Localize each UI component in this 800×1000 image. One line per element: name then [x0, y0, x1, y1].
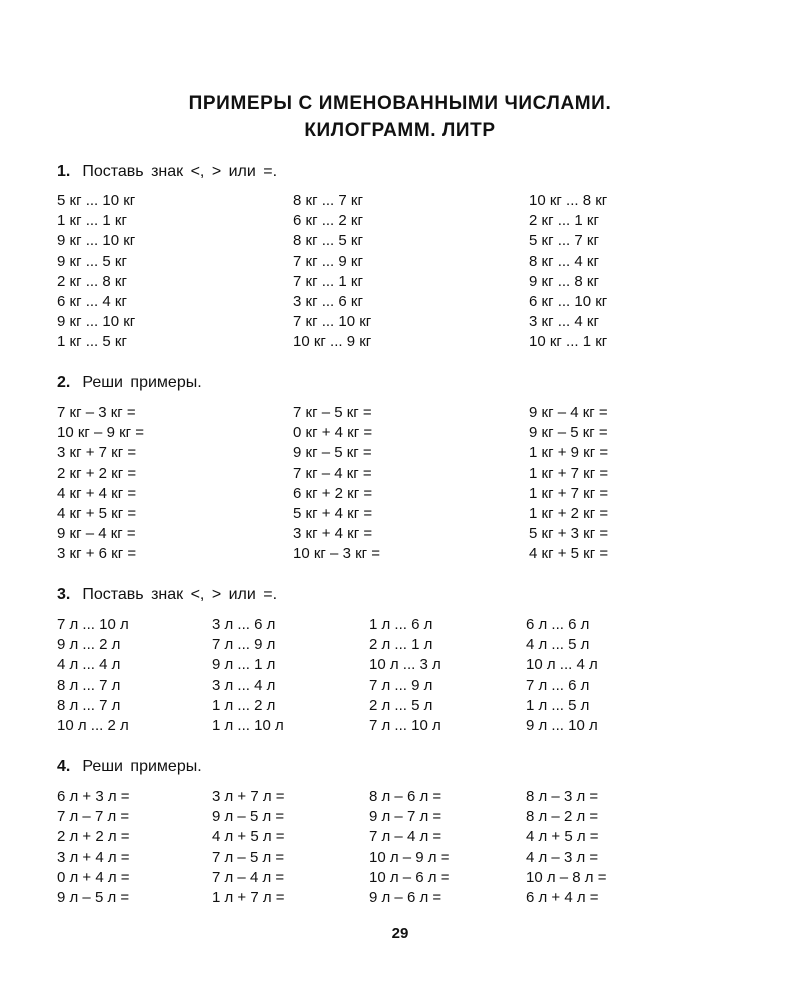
list-item: 6 кг ... 2 кг	[293, 212, 363, 230]
list-item: 9 л – 5 л =	[57, 888, 130, 906]
list-item: 3 кг + 6 кг =	[57, 545, 137, 563]
list-item: 4 кг + 4 кг =	[57, 484, 137, 502]
task-3-header	[57, 584, 277, 606]
list-item: 6 кг ... 4 кг	[57, 292, 127, 310]
list-item: 7 л ... 6 л	[526, 676, 590, 694]
task-4-column-2	[212, 787, 285, 908]
list-item: 7 кг – 4 кг =	[293, 464, 372, 482]
list-item: 0 кг + 4 кг =	[293, 424, 373, 442]
list-item: 9 кг – 5 кг =	[293, 444, 372, 462]
list-item: 7 л ... 10 л	[369, 716, 441, 734]
list-item: 9 кг – 4 кг =	[529, 404, 608, 421]
list-item: 10 кг – 3 кг =	[293, 545, 381, 563]
list-item: 2 л ... 5 л	[369, 696, 433, 714]
task-3-column-1	[57, 615, 129, 736]
task-instruction: Реши примеры.	[82, 758, 202, 775]
list-item: 1 кг ... 1 кг	[57, 212, 127, 230]
list-item: 7 л ... 9 л	[212, 636, 276, 654]
list-item: 6 кг + 2 кг =	[293, 484, 373, 502]
list-item: 8 л – 6 л =	[369, 788, 442, 805]
list-item: 3 л ... 6 л	[212, 616, 276, 633]
task-2-header	[57, 372, 202, 394]
task-4-column-4	[526, 787, 606, 908]
list-item: 2 кг ... 8 кг	[57, 272, 127, 290]
list-item: 9 л – 6 л =	[369, 888, 442, 906]
list-item: 9 л – 5 л =	[212, 808, 285, 826]
list-item: 10 кг ... 9 кг	[293, 333, 372, 351]
list-item: 3 л + 4 л =	[57, 848, 130, 866]
list-item: 1 л ... 2 л	[212, 696, 276, 714]
list-item: 1 кг + 9 кг =	[529, 444, 609, 462]
list-item: 9 кг ... 8 кг	[529, 272, 599, 290]
list-item: 3 кг ... 4 кг	[529, 313, 599, 331]
list-item: 2 кг + 2 кг =	[57, 464, 137, 482]
list-item: 10 кг ... 8 кг	[529, 192, 608, 209]
list-item: 4 кг + 5 кг =	[57, 504, 137, 522]
list-item: 6 л + 4 л =	[526, 888, 599, 906]
task-instruction: Реши примеры.	[82, 374, 202, 391]
task-1-column-1	[57, 191, 135, 353]
task-3-column-3	[369, 615, 441, 736]
list-item: 3 кг + 4 кг =	[293, 525, 373, 543]
page-title	[0, 90, 800, 144]
list-item: 1 кг + 7 кг =	[529, 464, 609, 482]
list-item: 8 л – 2 л =	[526, 808, 599, 826]
task-3-column-2	[212, 615, 284, 736]
list-item: 7 кг ... 9 кг	[293, 252, 363, 270]
list-item: 5 кг ... 10 кг	[57, 192, 136, 209]
list-item: 9 л – 7 л =	[369, 808, 442, 826]
list-item: 5 кг + 3 кг =	[529, 525, 609, 543]
list-item: 8 л ... 7 л	[57, 676, 121, 694]
list-item: 9 кг ... 10 кг	[57, 232, 136, 250]
list-item: 1 кг ... 5 кг	[57, 333, 127, 351]
list-item: 7 л – 4 л =	[212, 868, 285, 886]
list-item: 7 кг – 3 кг =	[57, 404, 136, 421]
list-item: 1 л + 7 л =	[212, 888, 285, 906]
list-item: 9 кг ... 10 кг	[57, 313, 136, 331]
list-item: 10 л – 9 л =	[369, 848, 450, 866]
list-item: 7 л – 7 л =	[57, 808, 130, 826]
list-item: 2 л + 2 л =	[57, 828, 130, 846]
list-item: 8 л ... 7 л	[57, 696, 121, 714]
list-item: 1 л ... 10 л	[212, 716, 284, 734]
list-item: 7 кг ... 1 кг	[293, 272, 363, 290]
list-item: 9 л ... 10 л	[526, 716, 598, 734]
list-item: 1 кг + 7 кг =	[529, 484, 609, 502]
list-item: 9 кг – 4 кг =	[57, 525, 136, 543]
list-item: 10 л – 8 л =	[526, 868, 607, 886]
task-4-header	[57, 756, 202, 778]
list-item: 8 кг ... 5 кг	[293, 232, 363, 250]
list-item: 7 л ... 10 л	[57, 616, 129, 633]
list-item: 3 кг + 7 кг =	[57, 444, 137, 462]
task-3-column-4	[526, 615, 598, 736]
list-item: 3 л + 7 л =	[212, 788, 285, 805]
list-item: 5 кг + 4 кг =	[293, 504, 373, 522]
list-item: 6 л ... 6 л	[526, 616, 590, 633]
task-2-column-3	[529, 403, 608, 565]
list-item: 7 кг – 5 кг =	[293, 404, 372, 421]
task-number: 4.	[57, 758, 71, 775]
list-item: 10 кг – 9 кг =	[57, 424, 145, 442]
list-item: 8 л – 3 л =	[526, 788, 599, 805]
list-item: 2 кг ... 1 кг	[529, 212, 599, 230]
list-item: 4 л ... 4 л	[57, 656, 121, 674]
task-number: 2.	[57, 374, 71, 391]
list-item: 7 л – 5 л =	[212, 848, 285, 866]
list-item: 1 кг + 2 кг =	[529, 504, 609, 522]
list-item: 6 л + 3 л =	[57, 788, 130, 805]
list-item: 10 л ... 4 л	[526, 656, 598, 674]
list-item: 7 кг ... 10 кг	[293, 313, 372, 331]
list-item: 8 кг ... 4 кг	[529, 252, 599, 270]
list-item: 10 л ... 3 л	[369, 656, 441, 674]
task-4-column-1	[57, 787, 130, 908]
task-instruction: Поставь знак <, > или =.	[82, 163, 278, 180]
title-line-2: КИЛОГРАММ. ЛИТР	[304, 120, 496, 141]
list-item: 1 л ... 5 л	[526, 696, 590, 714]
list-item: 9 л ... 1 л	[212, 656, 276, 674]
list-item: 7 л – 4 л =	[369, 828, 442, 846]
list-item: 4 кг + 5 кг =	[529, 545, 609, 563]
list-item: 3 л ... 4 л	[212, 676, 276, 694]
task-number: 3.	[57, 586, 71, 603]
list-item: 3 кг ... 6 кг	[293, 292, 363, 310]
task-1-header	[57, 161, 277, 183]
list-item: 1 л ... 6 л	[369, 616, 433, 633]
page-number: 29	[391, 925, 409, 942]
task-1-column-3	[529, 191, 607, 353]
list-item: 4 л ... 5 л	[526, 636, 590, 654]
title-line-1: ПРИМЕРЫ С ИМЕНОВАННЫМИ ЧИСЛАМИ.	[188, 93, 612, 114]
list-item: 8 кг ... 7 кг	[293, 192, 363, 209]
list-item: 5 кг ... 7 кг	[529, 232, 599, 250]
list-item: 9 кг ... 5 кг	[57, 252, 127, 270]
task-2-column-1	[57, 403, 144, 565]
list-item: 4 л + 5 л =	[526, 828, 599, 846]
list-item: 6 кг ... 10 кг	[529, 292, 608, 310]
task-4-column-3	[369, 787, 449, 908]
task-instruction: Поставь знак <, > или =.	[82, 586, 278, 603]
list-item: 0 л + 4 л =	[57, 868, 130, 886]
list-item: 10 л – 6 л =	[369, 868, 450, 886]
task-1-column-2	[293, 191, 371, 353]
task-2-column-2	[293, 403, 380, 565]
list-item: 10 кг ... 1 кг	[529, 333, 608, 351]
list-item: 9 л ... 2 л	[57, 636, 121, 654]
list-item: 2 л ... 1 л	[369, 636, 433, 654]
list-item: 7 л ... 9 л	[369, 676, 433, 694]
list-item: 9 кг – 5 кг =	[529, 424, 608, 442]
list-item: 10 л ... 2 л	[57, 716, 129, 734]
list-item: 4 л + 5 л =	[212, 828, 285, 846]
list-item: 4 л – 3 л =	[526, 848, 599, 866]
task-number: 1.	[57, 163, 71, 180]
